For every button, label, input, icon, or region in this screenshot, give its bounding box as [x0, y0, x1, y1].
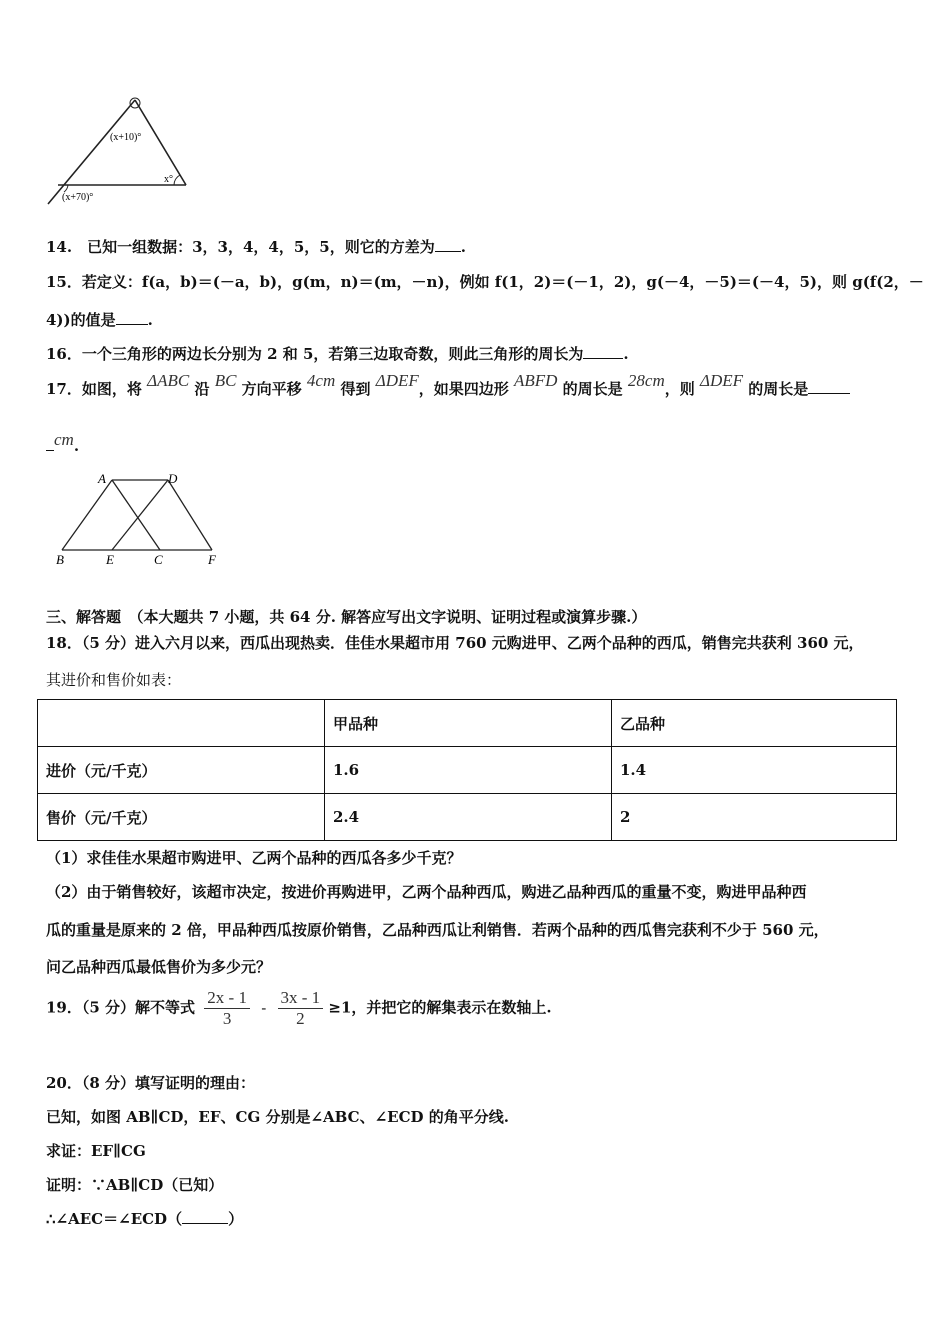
segment-df [168, 480, 212, 550]
math-4cm: 4cm [306, 371, 336, 390]
table-row [38, 794, 897, 841]
answer-blank-17a[interactable] [808, 379, 850, 394]
answer-blank-15[interactable] [116, 310, 148, 325]
math-abfd: ABFD [514, 371, 558, 390]
table-row [38, 747, 897, 794]
point-b: B [56, 552, 64, 567]
math-def-2: ΔDEF [700, 371, 744, 390]
table-cell: 2.4 [325, 794, 612, 841]
triangle-side-left [48, 100, 135, 204]
answer-blank-17b[interactable] [46, 436, 54, 451]
minus-sign: - [261, 998, 267, 1017]
triangle-side-right [135, 100, 186, 185]
segment-de [112, 480, 168, 550]
fraction-2-numerator: 3x - 1 [278, 988, 324, 1009]
answer-blank-16[interactable] [583, 344, 623, 359]
triangle-label-top: (x+10)° [110, 132, 142, 143]
question-15-line1: 15．若定义：f(a，b)＝(－a，b)，g(m，n)＝(m，－n)，例如 f(1，2)＝(－1，2)，g(－4，－5)＝(－4，5)，则 g(f(2，－ [46, 273, 924, 291]
question-20-given: 已知，如图 AB∥CD，EF、CG 分别是∠ABC、∠ECD 的角平分线. [46, 1108, 509, 1126]
question-20-proof1: 证明：∵AB∥CD（已知） [46, 1176, 224, 1194]
fraction-1 [204, 988, 250, 1029]
question-18-part1: （1）求佳佳水果超市购进甲、乙两个品种的西瓜各多少千克？ [46, 849, 462, 867]
question-20-title: 20．（8 分）填写证明的理由： [46, 1074, 256, 1092]
table-cell [38, 700, 325, 747]
fraction-2-denominator: 2 [296, 1009, 305, 1028]
fraction-2 [278, 988, 324, 1029]
section-3-heading: 三、解答题 （本大题共 7 小题，共 64 分. 解答应写出文字说明、证明过程或演算步骤.） [46, 608, 647, 626]
segment-ac [112, 480, 160, 550]
question-18-line2: 其进价和售价如表： [46, 671, 182, 689]
triangle-right-arc [174, 175, 180, 185]
segment-ab [62, 480, 112, 550]
question-18-part2-line3: 问乙品种西瓜最低售价为多少元？ [46, 958, 272, 976]
translation-figure [50, 468, 230, 568]
fraction-1-numerator: 2x - 1 [204, 988, 250, 1009]
point-f: F [208, 552, 216, 567]
point-e: E [106, 552, 114, 567]
price-table [37, 699, 897, 841]
question-19: 19．（5 分）解不等式 $\frac{2x - 1}{3}$ - $\frac{3x - 1}{2}$ ≥1，并把它的解集表示在数轴上. [46, 988, 552, 1028]
question-17-line1: 17．如图，将 ΔABC 沿 BC 方向平移 4cm 得到 ΔDEF，如果四边形 ABFD 的周长是 28cm，则 ΔDEF 的周长是 [46, 378, 850, 399]
triangle-label-left: (x+70)° [62, 192, 94, 203]
math-abc: ΔABC [147, 371, 190, 390]
table-cell: 售价（元/千克） [38, 794, 325, 841]
math-def: ΔDEF [375, 371, 419, 390]
question-20-proof2: ∴∠AEC＝∠ECD（ ） [46, 1210, 244, 1228]
question-17-line2: cm. [46, 436, 79, 456]
point-d: D [168, 471, 178, 486]
math-28cm: 28cm [627, 371, 665, 390]
fraction-1-denominator: 3 [222, 1009, 232, 1028]
point-c: C [154, 552, 163, 567]
question-15-line2: 4))的值是 . [46, 311, 153, 329]
table-cell: 1.6 [325, 747, 612, 794]
question-16: 16．一个三角形的两边长分别为 2 和 5，若第三边取奇数，则此三角形的周长为 . [46, 345, 629, 363]
table-cell: 甲品种 [325, 700, 612, 747]
question-14: 14. 已知一组数据：3，3，4，4，5，5，则它的方差为 . [46, 238, 466, 256]
table-cell: 1.4 [612, 747, 897, 794]
point-a: A [98, 471, 106, 486]
triangle-label-right: x° [164, 174, 173, 185]
answer-blank-14[interactable] [435, 237, 461, 252]
math-cm: cm [54, 430, 74, 449]
question-18-part2-line1: （2）由于销售较好，该超市决定，按进价再购进甲，乙两个品种西瓜，购进乙品种西瓜的重量不变，购进甲品种西 [46, 883, 807, 901]
table-row [38, 700, 897, 747]
triangle-figure [40, 92, 200, 212]
question-18-part2-line2: 瓜的重量是原来的 2 倍，甲品种西瓜按原价销售，乙品种西瓜让利销售．若两个品种的西瓜售完获利不少于 560 元， [46, 921, 829, 939]
triangle-left-arc [64, 185, 68, 192]
answer-blank-20[interactable] [182, 1209, 228, 1224]
table-cell: 2 [612, 794, 897, 841]
table-cell: 进价（元/千克） [38, 747, 325, 794]
math-bc: BC [214, 371, 237, 390]
question-20-prove: 求证：EF∥CG [46, 1142, 146, 1160]
question-18-line1: 18．（5 分）进入六月以来，西瓜出现热卖．佳佳水果超市用 760 元购进甲、乙两个品种的西瓜，销售完共获利 360 元， [46, 634, 864, 652]
table-cell: 乙品种 [612, 700, 897, 747]
